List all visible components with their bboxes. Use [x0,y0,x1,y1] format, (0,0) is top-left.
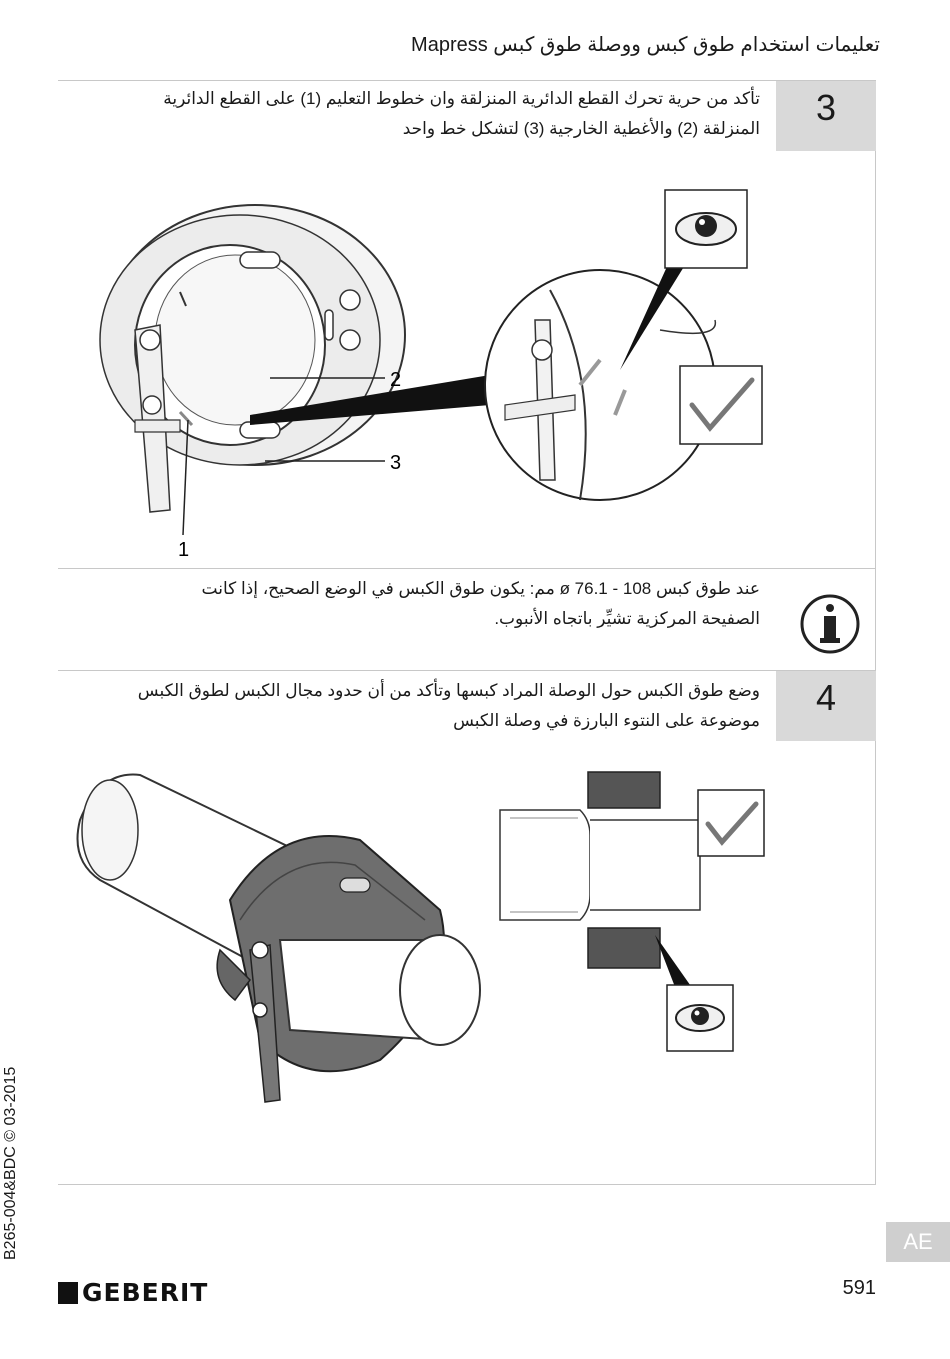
step-number: 3 [815,87,837,128]
divider [58,568,876,569]
info-icon [796,594,864,654]
page-number: 591 [842,1277,876,1299]
step-number-box [776,81,876,151]
info-text [70,574,760,634]
callout-2: 2 [390,369,402,391]
divider [58,670,876,671]
step-number: 4 [815,677,837,718]
instruction-line: موضوعة على النتوء البارزة في وصلة الكبس [453,711,760,730]
page-title: تعليمات استخدام طوق كبس ووصلة طوق كبس Mapress [411,34,880,56]
pipe-collar-illustration [60,760,780,1120]
brand-logo [58,1278,208,1307]
callout-1: 1 [178,539,190,560]
logo-square-icon [58,1282,78,1304]
instruction-line: تأكد من حرية تحرك القطع الدائرية المنزلقة وان خطوط التعليم (1) على القطع الدائرية [163,89,760,108]
step-number-box [776,671,876,741]
language-badge: AE [886,1222,950,1262]
instruction-line: وضع طوق الكبس حول الوصلة المراد كبسها وتأكد من أن حدود مجال الكبس لطوق الكبس [137,681,760,700]
eye-icon [676,213,736,245]
document-code: B265-004&BDC © 03-2015 [2,1066,19,1260]
info-line: عند طوق كبس ø 76.1 - 108 مم: يكون طوق الكبس في الوضع الصحيح، إذا كانت [201,579,760,598]
instruction-line: المنزلقة (2) والأغطية الخارجية (3) لتشكل خط واحد [402,119,760,138]
info-line: الصفيحة المركزية تشيِّر باتجاه الأنبوب. [494,609,760,628]
press-collar-illustration [80,180,780,560]
eye-icon [676,1005,724,1031]
brand-name: GEBERIT [82,1278,209,1307]
step-instruction [70,84,760,144]
callout-3: 3 [390,452,402,474]
step-instruction [70,676,760,736]
